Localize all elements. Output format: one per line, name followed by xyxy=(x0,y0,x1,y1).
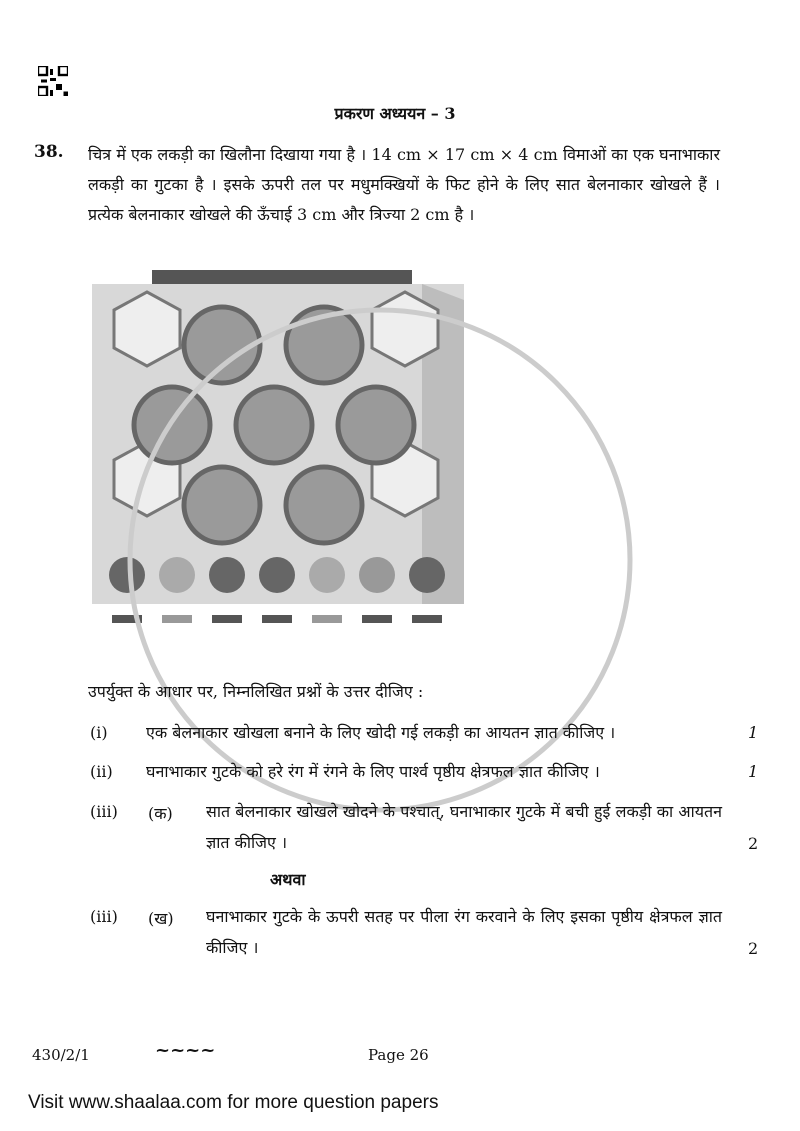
paper-code: 430/2/1 xyxy=(32,1046,90,1064)
instructions-text: उपर्युक्त के आधार पर, निम्नलिखित प्रश्नों के उत्तर दीजिए : xyxy=(88,682,424,701)
part-iiib-sublabel: (ख) xyxy=(148,909,174,928)
part-iiia-label: (iii) xyxy=(90,802,118,821)
question-stem: चित्र में एक लकड़ी का खिलौना दिखाया गया है । 14 cm × 17 cm × 4 cm विमाओं का एक घनाभाकार लकड़ी का गुटका है । इसके ऊपरी तल पर मधुमक्खियों के फिट होने के लिए सात बेलनाकार खोखले हैं । प्रत्येक बेलनाकार खोखले की ऊँचाई 3 cm और त्रिज्या 2 cm है । xyxy=(88,145,720,224)
qr-code-icon xyxy=(38,66,68,96)
part-ii-text: घनाभाकार गुटके को हरे रंग में रंगने के लिए पार्श्व पृष्ठीय क्षेत्रफल ज्ञात कीजिए । xyxy=(146,762,600,781)
part-i-label: (i) xyxy=(90,723,108,742)
shaalaa-banner-link[interactable]: Visit www.shaalaa.com for more question papers xyxy=(28,1092,439,1113)
part-iiia-sublabel: (क) xyxy=(148,804,173,823)
part-i-text: एक बेलनाकार खोखला बनाने के लिए खोदी गई लकड़ी का आयतन ज्ञात कीजिए । xyxy=(146,723,616,742)
part-iiia-text: सात बेलनाकार खोखले खोदने के पश्चात्, घनाभाकार गुटके में बची हुई लकड़ी का आयतन ज्ञात कीजिए । xyxy=(206,802,722,852)
part-iiia-marks: 2 xyxy=(748,834,759,853)
part-ii-marks: 1 xyxy=(748,762,759,781)
section-title: प्रकरण अध्ययन – 3 xyxy=(334,104,456,123)
or-separator: अथवा xyxy=(270,870,306,889)
page-number: Page 26 xyxy=(368,1046,429,1064)
question-number: 38. xyxy=(34,142,64,162)
part-i-marks: 1 xyxy=(748,723,759,742)
part-iiib-marks: 2 xyxy=(748,939,759,958)
part-ii-label: (ii) xyxy=(90,762,113,781)
part-iiib-label: (iii) xyxy=(90,907,118,926)
part-iiib-text: घनाभाकार गुटके के ऊपरी सतह पर पीला रंग करवाने के लिए इसका पृष्ठीय क्षेत्रफल ज्ञात कीजिए । xyxy=(206,907,722,957)
wooden-bee-toy-figure xyxy=(92,270,464,632)
footer-squiggle: ~~~~ xyxy=(155,1040,216,1061)
